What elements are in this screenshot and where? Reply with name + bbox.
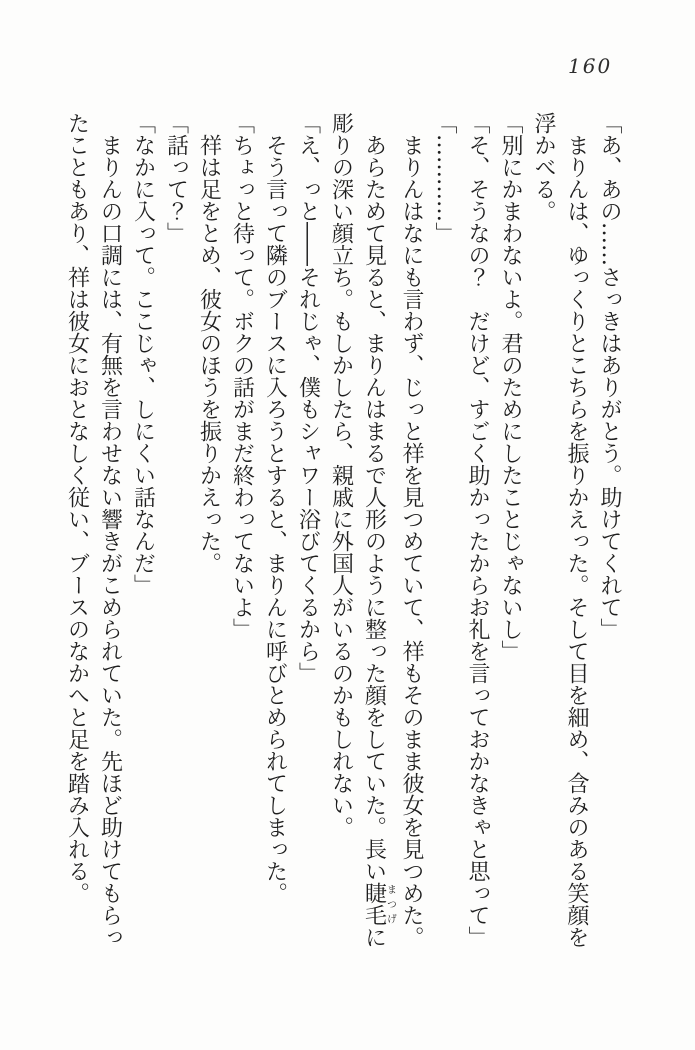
paragraph-narrative: まりんは、ゆっくりとこちらを振りかえった。そして目を細め、含みのある笑顔を浮かべる。 <box>531 112 589 948</box>
paragraph-dialogue: 「ちょっと待って。ボクの話がまだ終わってないよ」 <box>229 112 255 640</box>
paragraph-narrative: まりんの口調には、有無を言わせない響きがこめられていた。先ほど助けてもらったこともあり、祥は彼女におとなしく従い、ブースのなかへと足を踏み入れる。 <box>64 112 123 948</box>
page-number: 160 <box>568 54 613 78</box>
paragraph-narrative: まりんはなにも言わず、じっと祥を見つめていて、祥もそのまま彼女を見つめた。 <box>399 134 424 948</box>
ruby-annotation: 睫毛まつげ <box>361 882 396 926</box>
paragraph-dialogue: 「…………」 <box>432 112 457 244</box>
paragraph-narrative: あらためて見ると、まりんはまるで人形のように整った顔をしていた。長い睫毛まつげに彫りの深い顔立ち。もしかしたら、親戚に外国人がいるのかもしれない。 <box>328 112 396 948</box>
paragraph-narrative: 祥は足をとめ、彼女のほうを振りかえった。 <box>196 134 222 574</box>
paragraph-dialogue: 「別にかまわないよ。君のためにしたことじゃないし」 <box>498 112 523 662</box>
paragraph-narrative: そう言って隣のブースに入ろうとすると、まりんに呼びとめられてしまった。 <box>262 134 288 904</box>
furigana: まつげ <box>384 882 396 926</box>
paragraph-dialogue: 「え、っと――それじゃ、僕もシャワー浴びてくるから」 <box>295 112 321 684</box>
paragraph-dialogue: 「話って？」 <box>163 112 189 244</box>
paragraph-dialogue: 「なかに入って。ここじゃ、しにくい話なんだ」 <box>130 112 156 596</box>
text-block <box>61 112 627 950</box>
paragraph-dialogue: 「あ、あの……さっきはありがとう。助けてくれて」 <box>597 112 622 640</box>
paragraph-dialogue: 「そ、そうなの？ だけど、すごく助かったからお礼を言っておかなきゃと思って」 <box>465 112 490 948</box>
